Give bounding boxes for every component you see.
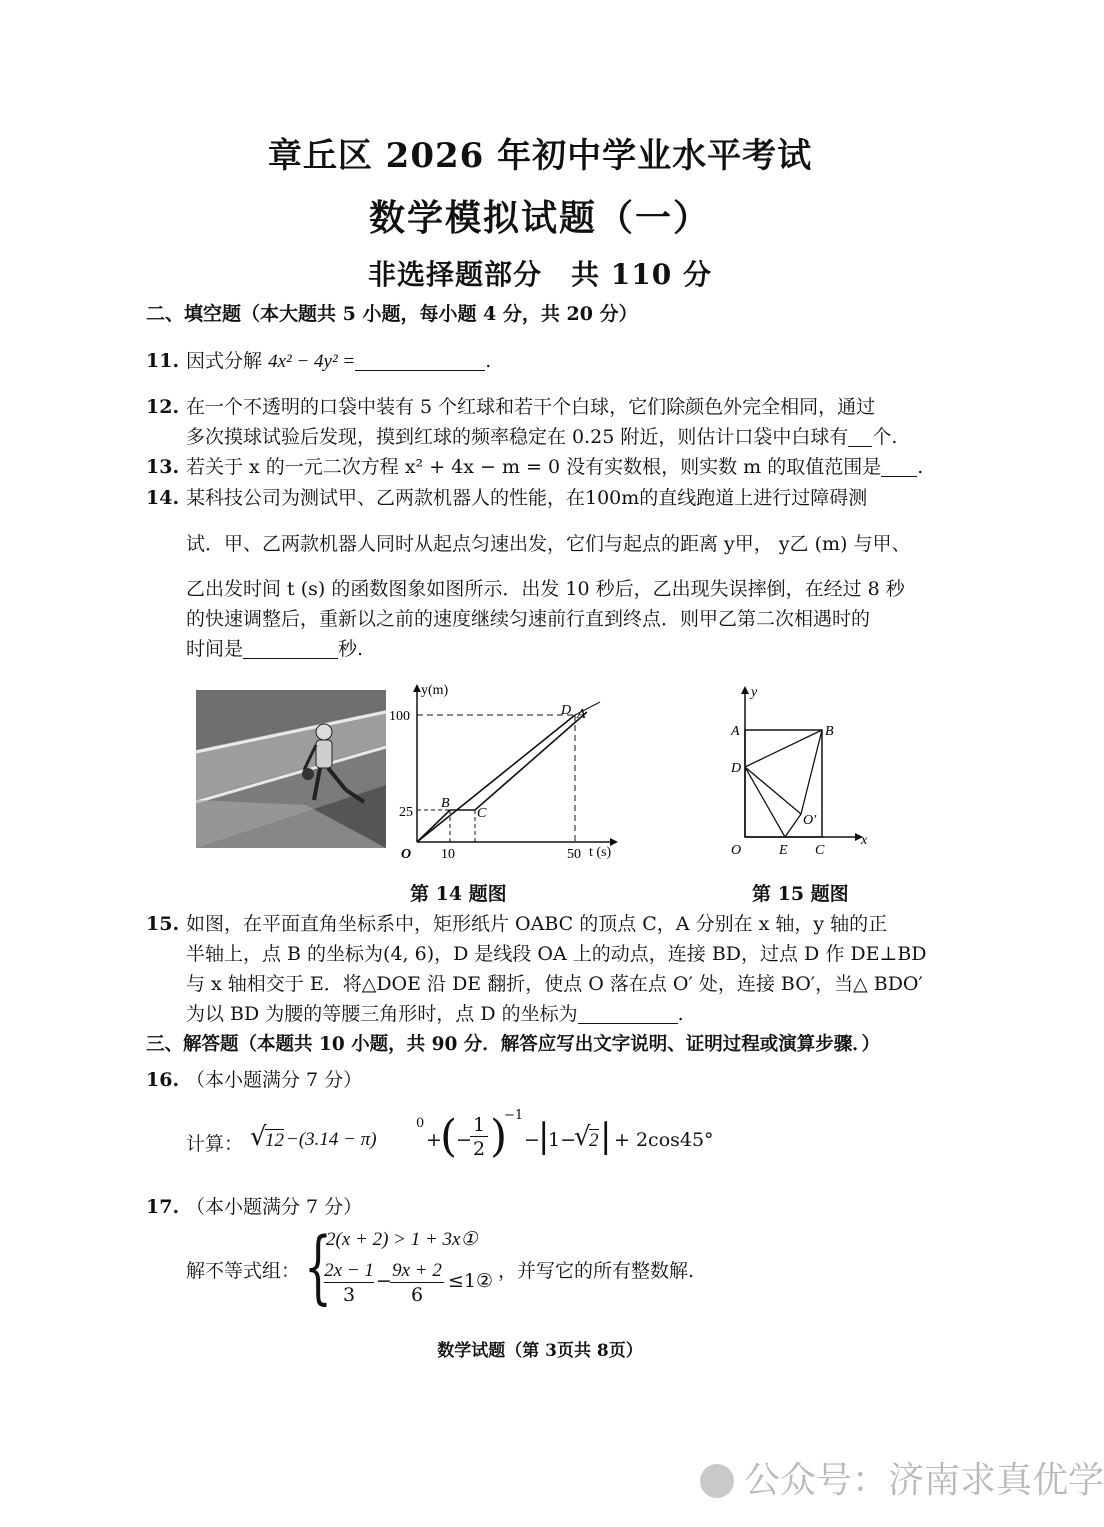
q15-line4 — [186, 1000, 684, 1028]
sqrt-sign-2: √ — [574, 1122, 591, 1152]
system-brace: { — [304, 1220, 332, 1313]
q14-line2: 试．甲、乙两款机器人同时从起点匀速出发，它们与起点的距离 y甲， y乙 (m) 与甲、 — [186, 533, 911, 555]
segment-de — [745, 767, 785, 837]
answer-blank — [243, 638, 338, 659]
q16-label: 计算： — [186, 1133, 244, 1155]
y-axis-label: y — [751, 685, 758, 700]
fraction-half — [470, 1114, 488, 1161]
fraction-1 — [324, 1260, 374, 1307]
x-axis-label: t (s) — [589, 845, 612, 860]
question-number: 11. — [146, 350, 180, 372]
inequality-1: 2(x + 2) > 1 + 3x① — [326, 1229, 478, 1250]
frac2-denominator: 6 — [410, 1284, 424, 1306]
q17-score: （本小题满分 7 分） — [186, 1196, 363, 1218]
section2-heading: 二、填空题（本大题共 5 小题，每小题 4 分，共 20 分） — [146, 303, 638, 325]
question-17 — [146, 1193, 362, 1221]
page-footer: 数学试题（第 3页共 8页） — [437, 1341, 643, 1361]
point-d-label: D — [731, 761, 742, 776]
q15-line1: 如图，在平面直角坐标系中，矩形纸片 OABC 的顶点 C，A 分别在 x 轴，y 轴的正 — [186, 913, 888, 935]
frac-numerator: 1 — [470, 1114, 488, 1137]
q11-text: 因式分解 — [186, 350, 263, 372]
segment-do2 — [745, 767, 801, 814]
question-number: 16. — [146, 1069, 180, 1091]
point-b-label: B — [825, 724, 834, 739]
question-13 — [146, 453, 923, 481]
frac-minus: − — [456, 1129, 472, 1151]
part-heading: 非选择题部分 共 110 分 — [368, 258, 712, 291]
wechat-icon — [700, 1464, 734, 1498]
question-number: 13. — [146, 456, 180, 478]
question-14 — [146, 484, 867, 512]
segment-bd — [745, 730, 822, 767]
answer-blank — [578, 1003, 678, 1024]
question-16 — [146, 1066, 362, 1094]
q17-after: ，并写它的所有整数解. — [498, 1260, 695, 1282]
q16-plus: + — [426, 1129, 442, 1151]
q17-inequality-system — [186, 1220, 746, 1316]
watermark — [700, 1452, 1104, 1503]
figure-15-diagram — [725, 682, 870, 862]
abs-bar-left: | — [538, 1116, 550, 1156]
question-number: 14. — [146, 487, 180, 509]
tick-10: 10 — [441, 847, 455, 862]
figure-15-caption: 第 15 题图 — [752, 883, 849, 905]
frac1-numerator: 2x − 1 — [324, 1260, 374, 1281]
answer-blank — [355, 350, 485, 371]
q16-score: （本小题满分 7 分） — [186, 1069, 363, 1091]
exponent-neg1: −1 — [504, 1108, 524, 1123]
segment-o2e — [785, 814, 801, 837]
point-o-prime-label: O′ — [803, 813, 817, 828]
answer-blank — [848, 426, 872, 447]
figure-14-caption: 第 14 题图 — [410, 883, 507, 905]
q13-text: 若关于 x 的一元二次方程 x² + 4x − m = 0 没有实数根，则实数 m 的取值范围是 — [186, 456, 882, 478]
question-11 — [146, 347, 491, 376]
question-number: 15. — [146, 913, 180, 935]
q14-line5b: 秒. — [338, 638, 364, 660]
answer-blank — [881, 456, 917, 477]
q14-line5 — [186, 635, 363, 663]
q16-tail: + 2cos45° — [614, 1129, 714, 1151]
q14-line5a: 时间是 — [186, 638, 244, 660]
q11-expression: 4x² − 4y² = — [268, 351, 356, 372]
robot-track-photo — [196, 690, 386, 848]
paren-open: ( — [440, 1111, 458, 1162]
question-15 — [146, 910, 887, 938]
q14-line1: 某科技公司为测试甲、乙两款机器人的性能，在100m的直线跑道上进行过障碍测 — [186, 487, 868, 509]
q12-line2a: 多次摸球试验后发现，摸到红球的频率稳定在 0.25 附近，则估计口袋中白球有 — [186, 426, 849, 448]
exponent-zero: 0 — [416, 1116, 425, 1131]
abs-bar-right: | — [600, 1116, 612, 1156]
q15-line4a: 为以 BD 为腰的等腰三角形时，点 D 的坐标为 — [186, 1003, 578, 1025]
question-number: 17. — [146, 1196, 180, 1218]
abs-inner: 1− — [548, 1129, 577, 1151]
point-a-label: A — [731, 724, 740, 739]
point-o-label: O — [731, 843, 742, 858]
q16-part2: −(3.14 − π) — [286, 1129, 377, 1150]
q15-line3: 与 x 轴相交于 E．将△DOE 沿 DE 翻折，使点 O 落在点 O′ 处，连接 BO′，当△ BDO′ — [186, 973, 923, 995]
frac2-numerator: 9x + 2 — [390, 1260, 444, 1283]
q11-end: . — [485, 350, 492, 372]
point-b-label: B — [441, 796, 450, 811]
exam-title: 章丘区 2026 年初中学业水平考试 — [267, 136, 813, 176]
q12-line2b: 个. — [872, 426, 898, 448]
origin-label: O — [401, 847, 412, 862]
point-e-label: E — [779, 843, 788, 858]
line-jia — [417, 715, 575, 842]
q13-end: . — [917, 456, 924, 478]
q14-line4: 的快速调整后，重新以之前的速度继续匀速前行直到终点．则甲乙第二次相遇时的 — [186, 608, 871, 630]
q14-line3: 乙出发时间 t (s) 的函数图象如图所示．出发 10 秒后，乙出现失误摔倒，在经过 8 秒 — [186, 578, 905, 600]
tick-100: 100 — [389, 709, 410, 724]
point-d-label: D — [561, 703, 572, 718]
exam-subtitle: 数学模拟试题（一） — [368, 197, 711, 239]
q17-minus: − — [376, 1270, 392, 1292]
q16-minus: − — [524, 1129, 540, 1151]
q17-label: 解不等式组： — [186, 1260, 301, 1282]
point-c-label: C — [815, 843, 825, 858]
y-axis-label: y(m) — [421, 683, 449, 698]
x-axis-label: x — [861, 833, 868, 848]
frac1-denominator: 3 — [342, 1284, 356, 1306]
sqrt2-radicand: 2 — [589, 1130, 599, 1151]
figure-14-graph — [389, 680, 620, 865]
question-12 — [146, 393, 875, 421]
section3-heading: 三、解答题（本题共 10 小题，共 90 分．解答应写出文字说明、证明过程或演算步骤．） — [146, 1034, 881, 1055]
sqrt12-radicand: 12 — [265, 1130, 284, 1151]
question-number: 12. — [146, 396, 180, 418]
point-c-label: C — [477, 806, 487, 821]
paren-close: ) — [490, 1111, 508, 1162]
tick-50: 50 — [567, 847, 581, 862]
question-12-line2 — [186, 423, 897, 451]
fraction-2 — [390, 1260, 444, 1307]
segment-bo2 — [801, 730, 822, 814]
point-a-label: A — [577, 707, 586, 722]
q12-line1: 在一个不透明的口袋中装有 5 个红球和若干个白球，它们除颜色外完全相同，通过 — [186, 396, 876, 418]
frac-denominator: 2 — [472, 1138, 486, 1160]
tick-25: 25 — [399, 805, 413, 820]
q15-line4b: . — [677, 1003, 684, 1025]
sqrt-sign: √ — [250, 1122, 267, 1152]
inequality-2-tail: ≤1② — [448, 1270, 494, 1292]
q15-line2: 半轴上，点 B 的坐标为(4, 6)，D 是线段 OA 上的动点，连接 BD，过点 D 作 DE⊥BD — [186, 943, 927, 965]
watermark-text: 公众号：济南求真优学 — [744, 1460, 1104, 1501]
